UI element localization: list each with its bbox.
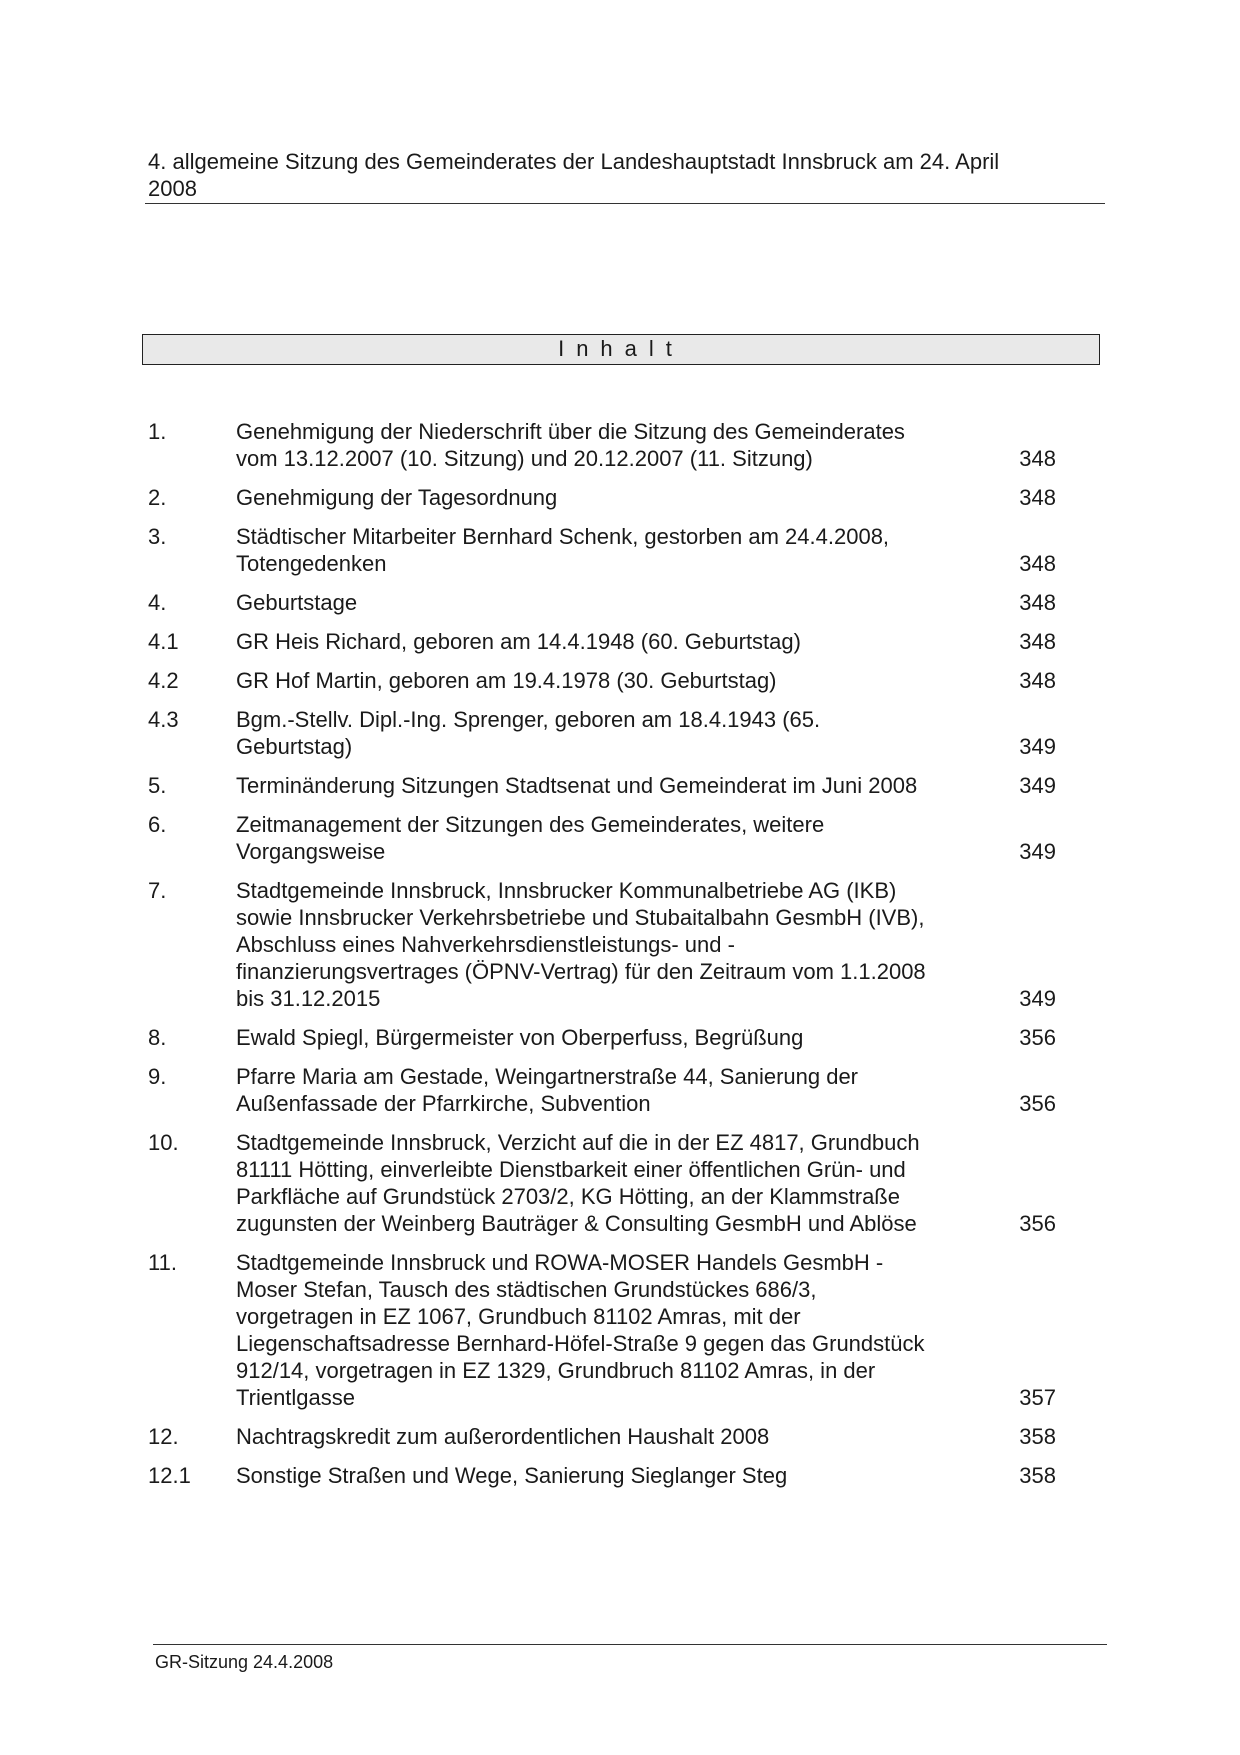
header-divider [145,203,1105,204]
toc-entry-page: 348 [1019,629,1056,654]
toc-entry-page: 358 [1019,1463,1056,1488]
toc-entry-page: 356 [1019,1211,1056,1236]
toc-entry [148,1129,1098,1237]
toc-entry-page: 348 [1019,446,1056,471]
toc-entry-title: Terminänderung Sitzungen Stadtsenat und Gemeinderat im Juni 2008 [236,773,918,798]
toc-entry-number: 2. [148,485,167,510]
toc-entry-page: 348 [1019,668,1056,693]
toc-entry-page: 349 [1019,734,1056,759]
toc-entry [148,628,1098,655]
toc-entry-title: Geburtstage [236,590,358,615]
toc-entry-page: 348 [1019,485,1056,510]
table-of-contents [148,418,1098,1501]
toc-entry-number: 5. [148,773,167,798]
toc-entry-number: 4.3 [148,707,179,732]
toc-entry-number: 6. [148,812,167,837]
toc-entry-page: 356 [1019,1091,1056,1116]
toc-entry-title: Nachtragskredit zum außerordentlichen Haushalt 2008 [236,1424,770,1449]
toc-entry-number: 9. [148,1064,167,1089]
toc-entry [148,589,1098,616]
toc-entry-number: 4.1 [148,629,179,654]
toc-entry [148,1462,1098,1489]
toc-entry-title: Pfarre Maria am Gestade, Weingartnerstraße 44, Sanierung der Außenfassade der Pfarrkirche, Subvention [236,1064,859,1116]
toc-entry-page: 358 [1019,1424,1056,1449]
toc-entry-page: 357 [1019,1385,1056,1410]
toc-entry [148,706,1098,760]
footer-divider [153,1644,1107,1645]
toc-entry-title: Bgm.-Stellv. Dipl.-Ing. Sprenger, geboren am 18.4.1943 (65. Geburtstag) [236,707,821,759]
toc-entry [148,1249,1098,1411]
toc-entry-page: 349 [1019,773,1056,798]
toc-entry-number: 4.2 [148,668,179,693]
toc-entry [148,811,1098,865]
toc-entry-title: Sonstige Straßen und Wege, Sanierung Sieglanger Steg [236,1463,788,1488]
toc-entry-title: Städtischer Mitarbeiter Bernhard Schenk, gestorben am 24.4.2008, Totengedenken [236,524,890,576]
toc-entry-number: 7. [148,878,167,903]
page-header [148,148,1108,202]
toc-entry-number: 11. [148,1250,177,1275]
toc-entry-number: 4. [148,590,167,615]
toc-entry [148,523,1098,577]
toc-entry-number: 12. [148,1424,179,1449]
toc-entry-number: 10. [148,1130,179,1155]
toc-entry [148,418,1098,472]
toc-entry [148,1063,1098,1117]
document-title: 4. allgemeine Sitzung des Gemeinderates der Landeshauptstadt Innsbruck am 24. April 2008 [148,149,1000,201]
toc-entry-title: Genehmigung der Niederschrift über die Sitzung des Gemeinderates vom 13.12.2007 (10. Sitzung) und 20.12.2007 (11. Sitzung) [236,419,905,471]
toc-entry-page: 349 [1019,986,1056,1011]
toc-entry-number: 1. [148,419,167,444]
toc-entry [148,1423,1098,1450]
contents-heading: Inhalt [142,334,1100,365]
toc-entry [148,877,1098,1012]
toc-entry-page: 348 [1019,551,1056,576]
toc-entry-title: Zeitmanagement der Sitzungen des Gemeinderates, weitere Vorgangsweise [236,812,825,864]
toc-entry-title: Stadtgemeinde Innsbruck, Innsbrucker Kommunalbetriebe AG (IKB) sowie Innsbrucker Verkehrsbetriebe und Stubaitalbahn GesmbH (IVB), Abschluss eines Nahverkehrsdienstleistungs- und -finanzierungsvertrages (ÖPNV-Vertrag) für den Zeitraum vom 1.1.2008 bis 31.12.2015 [236,878,926,1011]
toc-entry-title: Ewald Spiegl, Bürgermeister von Oberperfuss, Begrüßung [236,1025,804,1050]
toc-entry [148,1024,1098,1051]
toc-entry [148,667,1098,694]
toc-entry-title: GR Hof Martin, geboren am 19.4.1978 (30. Geburtstag) [236,668,777,693]
toc-entry-title: Stadtgemeinde Innsbruck, Verzicht auf die in der EZ 4817, Grundbuch 81111 Hötting, einverleibte Dienstbarkeit einer öffentlichen Grün- und Parkfläche auf Grundstück 2703/2, KG Hötting, an der Klammstraße zugunsten der Weinberg Bauträger & Consulting GesmbH und Ablöse [236,1130,920,1236]
toc-entry-page: 349 [1019,839,1056,864]
toc-entry-page: 356 [1019,1025,1056,1050]
toc-entry [148,484,1098,511]
toc-entry-title: Stadtgemeinde Innsbruck und ROWA-MOSER Handels GesmbH - Moser Stefan, Tausch des städtischen Grundstückes 686/3, vorgetragen in EZ 1067, Grundbuch 81102 Amras, mit der Liegenschaftsadresse Bernhard-Höfel-Straße 9 gegen das Grundstück 912/14, vorgetragen in EZ 1329, Grundbruch 81102 Amras, in der Trientlgasse [236,1250,925,1410]
toc-entry [148,772,1098,799]
toc-entry-title: Genehmigung der Tagesordnung [236,485,558,510]
toc-entry-number: 8. [148,1025,167,1050]
toc-entry-title: GR Heis Richard, geboren am 14.4.1948 (60. Geburtstag) [236,629,801,654]
footer-text: GR-Sitzung 24.4.2008 [155,1652,334,1672]
toc-entry-number: 3. [148,524,167,549]
toc-entry-number: 12.1 [148,1463,191,1488]
toc-entry-page: 348 [1019,590,1056,615]
